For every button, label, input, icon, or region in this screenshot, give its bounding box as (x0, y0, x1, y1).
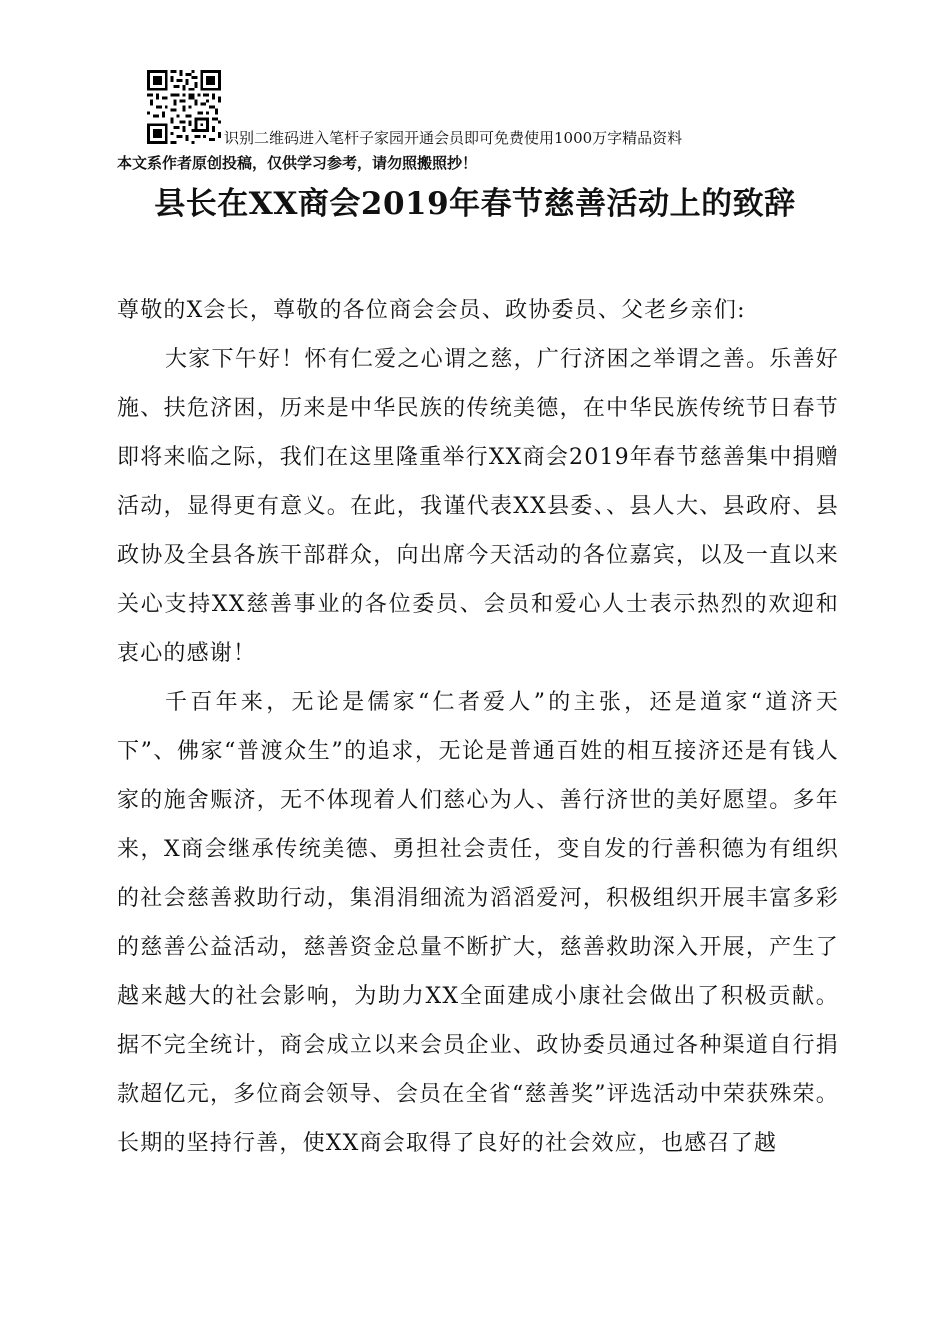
promo-text: 识别二维码进入笔杆子家园开通会员即可免费使用1000万字精品资料 (224, 129, 683, 147)
document-body (117, 286, 839, 1168)
paragraph: 千百年来，无论是儒家“仁者爱人”的主张，还是道家“道济天下”、佛家“普渡众生”的追求，无论是普通百姓的相互接济还是有钱人家的施舍赈济，无不体现着人们慈心为人、善行济世的美好愿望。多年来，X商会继承传统美德、勇担社会责任，变自发的行善积德为有组织的社会慈善救助行动，集涓涓细流为滔滔爱河，积极组织开展丰富多彩的慈善公益活动，慈善资金总量不断扩大，慈善救助深入开展，产生了越来越大的社会影响，为助力XX全面建成小康社会做出了积极贡献。据不完全统计，商会成立以来会员企业、政协委员通过各种渠道自行捐款超亿元，多位商会领导、会员在全省“慈善奖”评选活动中荣获殊荣。长期的坚持行善，使XX商会取得了良好的社会效应，也感召了越 (117, 690, 839, 1156)
paragraph: 大家下午好！怀有仁爱之心谓之慈，广行济困之举谓之善。乐善好施、扶危济困，历来是中华民族的传统美德，在中华民族传统节日春节即将来临之际，我们在这里隆重举行XX商会2019年春节慈善集中捐赠活动，显得更有意义。在此，我谨代表XX县委、、县人大、县政府、县政协及全县各族干部群众，向出席今天活动的各位嘉宾，以及一直以来关心支持XX慈善事业的各位委员、会员和爱心人士表示热烈的欢迎和衷心的感谢！ (117, 347, 839, 666)
copyright-notice: 本文系作者原创投稿，仅供学习参考，请勿照搬照抄！ (117, 154, 478, 172)
qr-code-icon (147, 70, 221, 144)
document-title: 县长在XX商会2019年春节慈善活动上的致辞 (154, 186, 796, 222)
salutation: 尊敬的X会长，尊敬的各位商会会员、政协委员、父老乡亲们: (117, 298, 746, 323)
